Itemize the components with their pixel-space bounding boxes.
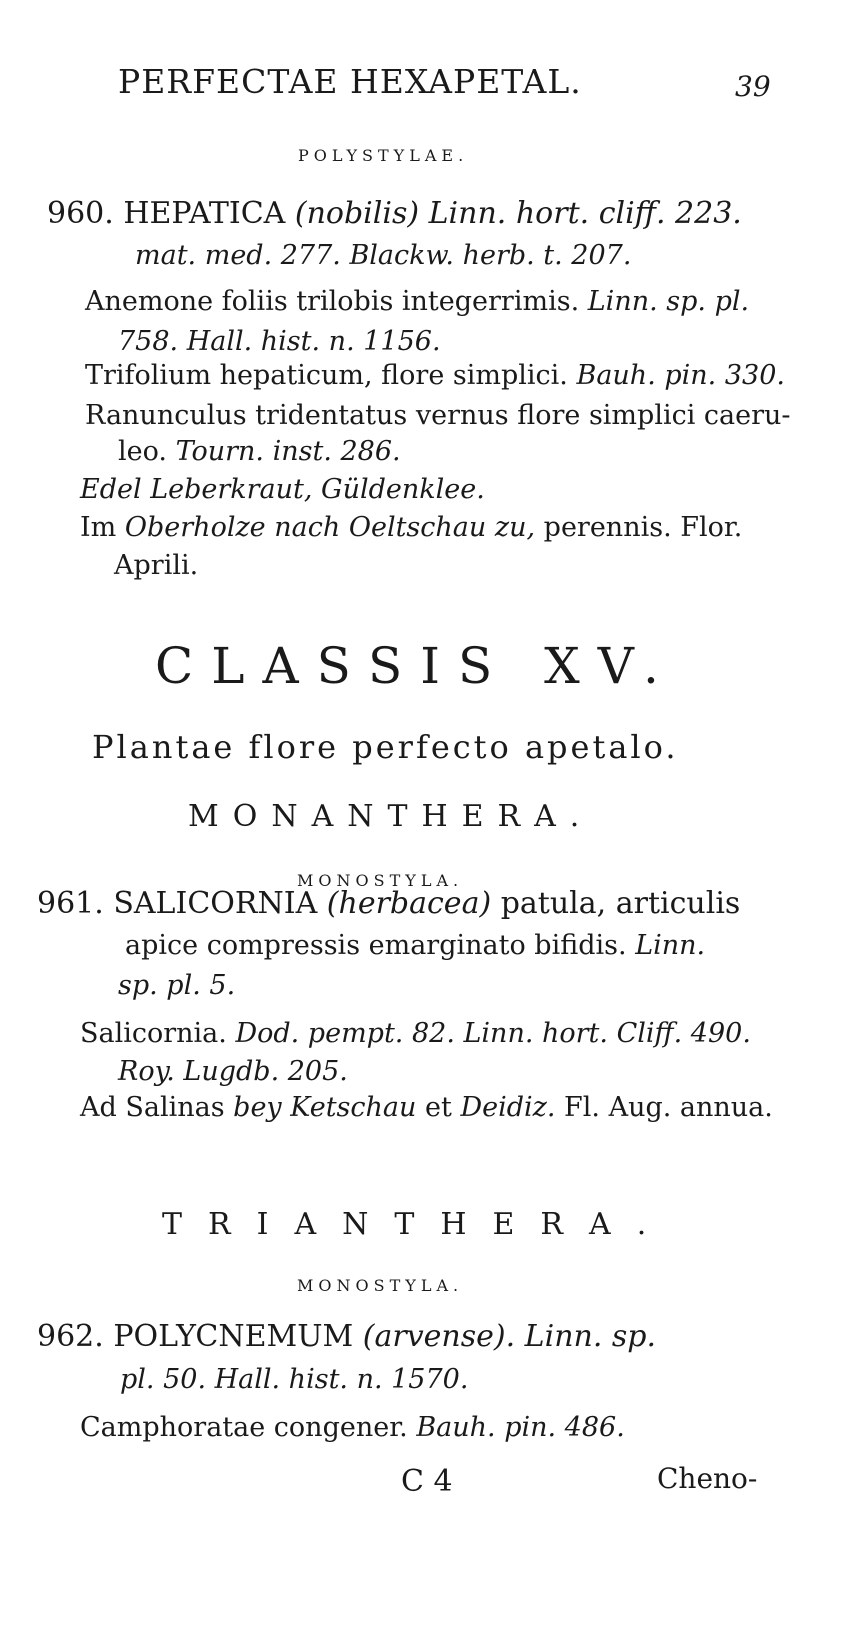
synonym-ref: Dod. pempt. 82. Linn. hort. Cliff. 490. xyxy=(235,1018,751,1049)
entry-961-synonym-1-cont: Roy. Lugdb. 205. xyxy=(118,1056,348,1087)
entry-962-ref1: Linn. sp. xyxy=(524,1319,657,1354)
habitat-text: Ad Salinas xyxy=(80,1092,225,1123)
entry-961-habitat xyxy=(80,1092,773,1123)
entry-962-number: 962. xyxy=(37,1319,104,1354)
entry-960-synonym-1-cont: 758. Hall. hist. n. 1156. xyxy=(118,326,441,357)
entry-961-description: patula, articulis xyxy=(500,886,741,921)
synonym-ref: Tourn. inst. 286. xyxy=(175,436,401,467)
running-head-title: PERFECTAE HEXAPETAL. xyxy=(118,62,582,101)
entry-960-habitat-cont: Aprili. xyxy=(114,550,199,581)
order-heading-trianthera: TRIANTHERA. xyxy=(162,1207,673,1242)
entry-960-genus: HEPATICA xyxy=(123,196,286,231)
habitat-location: Deidiz. xyxy=(460,1092,556,1123)
synonym-ref: Bauh. pin. 330. xyxy=(576,360,785,391)
entry-960-habitat xyxy=(80,512,742,543)
class-heading: CLASSIS XV. xyxy=(155,637,677,695)
entry-960-synonym-3-cont xyxy=(118,436,401,467)
entry-961-species: (herbacea) xyxy=(326,886,492,921)
habitat-flowering: perennis. Flor. xyxy=(543,512,743,543)
habitat-location: bey Ketschau xyxy=(233,1092,417,1123)
synonym-text: Trifolium hepaticum, flore simplici. xyxy=(85,360,568,391)
entry-962-genus: POLYCNEMUM xyxy=(113,1319,354,1354)
entry-961-heading xyxy=(37,886,740,921)
entry-960-synonym-2 xyxy=(85,360,785,391)
entry-960-german-name: Edel Leberkraut, Güldenklee. xyxy=(80,474,485,505)
synonym-text: Salicornia. xyxy=(80,1018,227,1049)
subheading-monostyla: MONOSTYLA. xyxy=(297,1276,464,1295)
page-number: 39 xyxy=(735,70,771,103)
entry-960-heading xyxy=(47,196,742,231)
signature-mark: C 4 xyxy=(401,1464,453,1499)
habitat-flowering: Fl. Aug. annua. xyxy=(564,1092,773,1123)
synonym-ref: Bauh. pin. 486. xyxy=(416,1412,625,1443)
entry-961-ref: sp. pl. 5. xyxy=(118,970,236,1001)
entry-962-ref2: pl. 50. Hall. hist. n. 1570. xyxy=(120,1364,469,1395)
habitat-location: Oberholze nach Oeltschau zu, xyxy=(124,512,536,543)
subheading-polystylae: POLYSTYLAE. xyxy=(298,146,469,165)
synonym-text: Anemone foliis trilobis integerrimis. xyxy=(85,286,580,317)
entry-962-species: (arvense). xyxy=(362,1319,516,1354)
synonym-text: leo. xyxy=(118,436,167,467)
entry-960-number: 960. xyxy=(47,196,114,231)
order-heading-monanthera: MONANTHERA. xyxy=(188,799,594,834)
entry-961-number: 961. xyxy=(37,886,104,921)
entry-962-heading xyxy=(37,1319,656,1354)
entry-961-genus: SALICORNIA xyxy=(113,886,318,921)
class-description: Plantae flore perfecto apetalo. xyxy=(92,728,679,766)
synonym-text: Camphoratae congener. xyxy=(80,1412,408,1443)
entry-961-description-cont xyxy=(125,930,705,961)
entry-960-synonym-1 xyxy=(85,286,749,317)
synonym-ref: Linn. sp. pl. xyxy=(587,286,750,317)
entry-960-ref2: mat. med. 277. Blackw. herb. t. 207. xyxy=(135,240,632,271)
subheading-monostyla: MONOSTYLA. xyxy=(297,871,464,890)
entry-962-synonym-1 xyxy=(80,1412,625,1443)
entry-960-species: (nobilis) xyxy=(294,196,420,231)
entry-961-synonym-1 xyxy=(80,1018,751,1049)
habitat-text: et xyxy=(425,1092,452,1123)
habitat-text: Im xyxy=(80,512,117,543)
entry-960-ref1: Linn. hort. cliff. 223. xyxy=(428,196,742,231)
description-text: apice compressis emarginato bifidis. xyxy=(125,930,627,961)
entry-960-synonym-3: Ranunculus tridentatus vernus flore simplici caeru- xyxy=(85,400,791,431)
catchword: Cheno- xyxy=(657,1462,758,1495)
description-ref: Linn. xyxy=(635,930,706,961)
